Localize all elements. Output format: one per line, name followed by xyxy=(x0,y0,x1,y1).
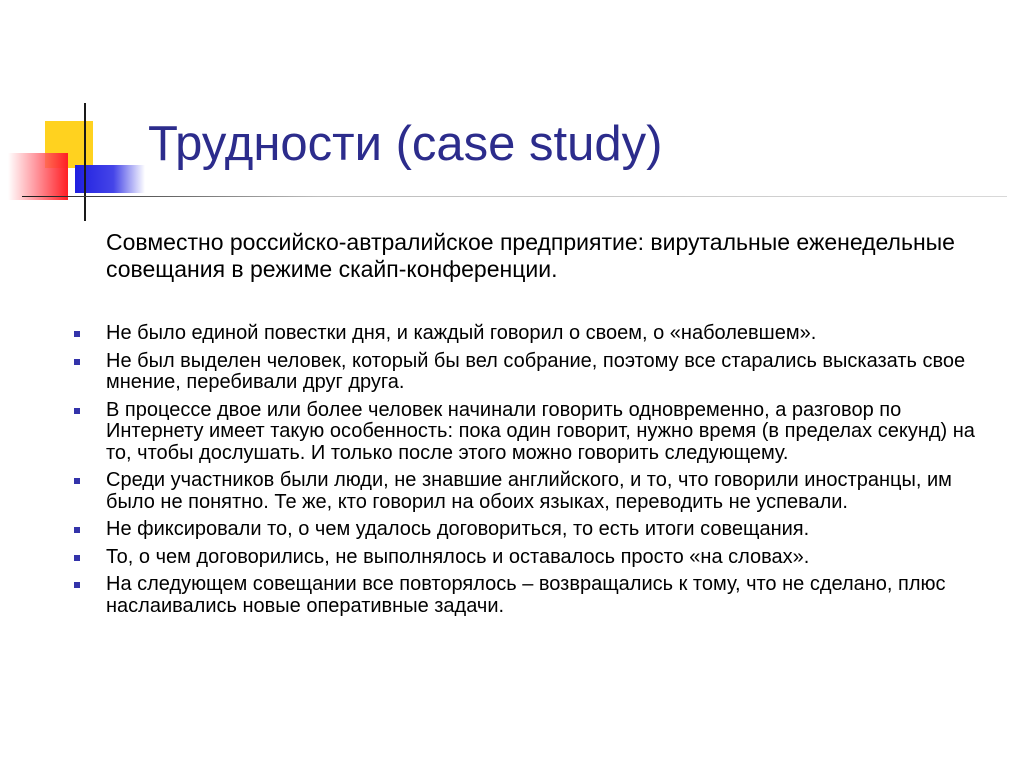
square-bullet-icon xyxy=(74,582,80,588)
bullet-text: Среди участников были люди, не знавшие английского, и то, что говорили иностранцы, им было не понятно. Те же, кто говорил на обоих языках, переводить не успевали. xyxy=(106,469,952,513)
bullet-item xyxy=(74,574,1004,617)
decor-vertical-line xyxy=(84,103,86,221)
bullet-item xyxy=(74,547,1004,569)
square-bullet-icon xyxy=(74,331,80,337)
title-underline-rule xyxy=(22,196,1007,197)
bullet-item xyxy=(74,400,1004,465)
bullet-item xyxy=(74,351,1004,394)
bullet-text: То, о чем договорились, не выполнялось и оставалось просто «на словах». xyxy=(106,545,810,568)
bullet-item xyxy=(74,323,1004,345)
bullet-text: Не был выделен человек, который бы вел собрание, поэтому все старались высказать свое мнение, перебивали друг друга. xyxy=(106,349,966,393)
bullet-list xyxy=(74,323,1004,623)
bullet-text: Не фиксировали то, о чем удалось договориться, то есть итоги совещания. xyxy=(106,518,810,540)
bullet-item xyxy=(74,470,1004,513)
square-bullet-icon xyxy=(74,527,80,533)
bullet-text: Не было единой повестки дня, и каждый говорил о своем, о «наболевшем». xyxy=(106,322,817,344)
square-bullet-icon xyxy=(74,408,80,414)
square-bullet-icon xyxy=(74,478,80,484)
square-bullet-icon xyxy=(74,359,80,365)
slide-intro-text: Совместно российско-автралийское предприятие: вирутальные еженедельные совещания в режиме скайп-конференции. xyxy=(106,229,955,282)
bullet-text: На следующем совещании все повторялось – возвращались к тому, что не сделано, плюс наслаивались новые оперативные задачи. xyxy=(106,573,946,617)
square-bullet-icon xyxy=(74,555,80,561)
bullet-text: В процессе двое или более человек начинали говорить одновременно, а разговор по Интернету имеет такую особенность: пока один говорит, нужно время (в пределах секунд) на то, чтобы дослушать. И только после этого можно говорить следующему. xyxy=(106,398,975,464)
decor-red-square xyxy=(8,153,68,200)
bullet-item xyxy=(74,519,1004,541)
slide-title: Трудности (case study) xyxy=(148,117,663,171)
